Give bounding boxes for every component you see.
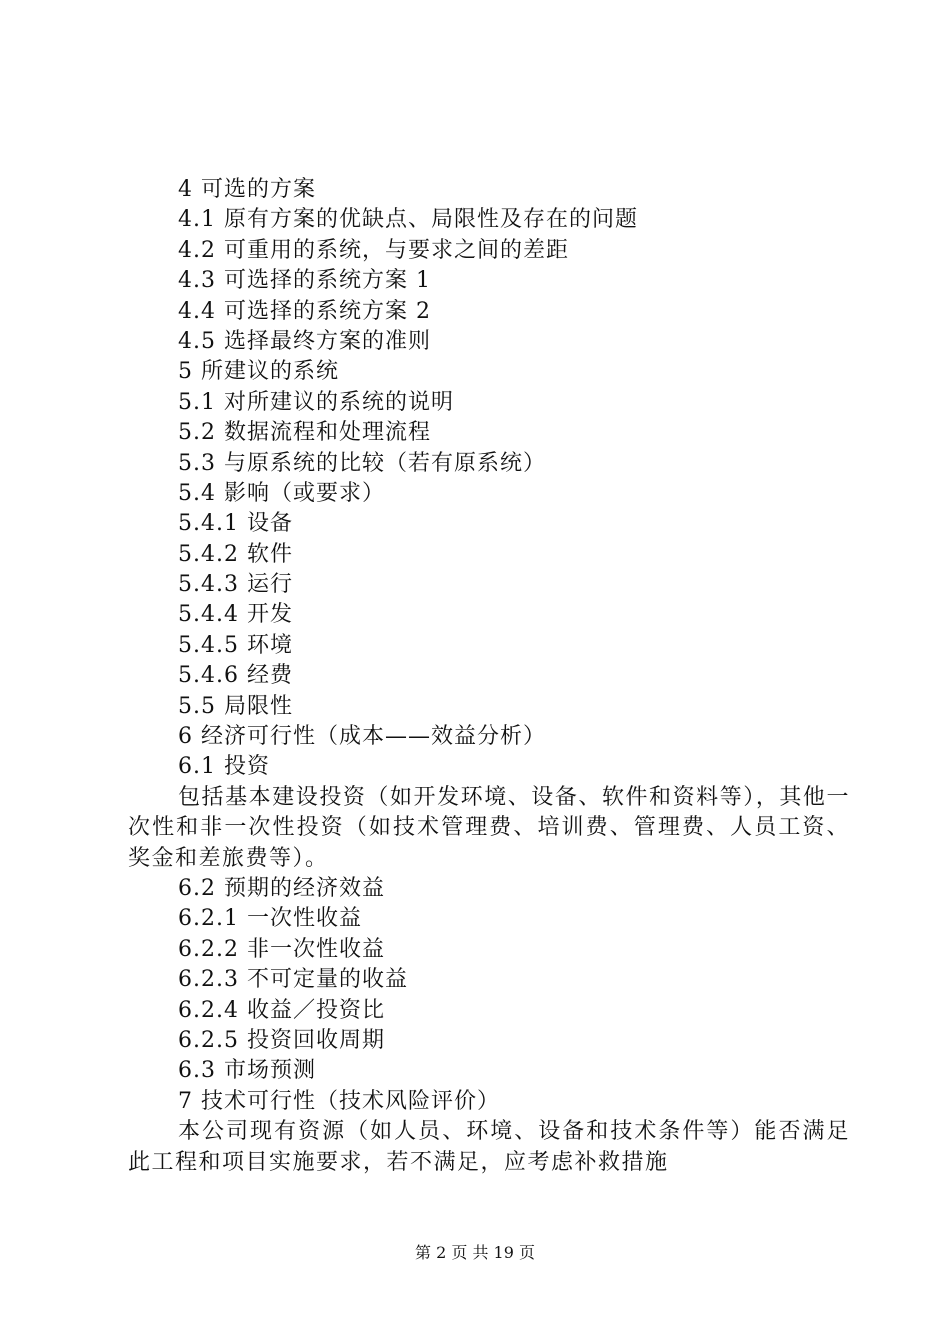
heading-5-4: 5.4 影响（或要求） bbox=[178, 480, 385, 506]
heading-5-4-2: 5.4.2 软件 bbox=[178, 541, 293, 567]
document-body bbox=[128, 175, 858, 1178]
heading-6-2: 6.2 预期的经济效益 bbox=[178, 876, 385, 902]
heading-4-2: 4.2 可重用的系统，与要求之间的差距 bbox=[178, 237, 569, 263]
heading-5-3: 5.3 与原系统的比较（若有原系统） bbox=[178, 450, 546, 476]
heading-5-4-4: 5.4.4 开发 bbox=[178, 602, 293, 628]
heading-5-5: 5.5 局限性 bbox=[178, 693, 293, 719]
heading-6-3: 6.3 市场预测 bbox=[178, 1058, 316, 1084]
heading-4-4: 4.4 可选择的系统方案 2 bbox=[178, 298, 431, 324]
heading-6: 6 经济可行性（成本——效益分析） bbox=[178, 724, 546, 750]
heading-6-2-2: 6.2.2 非一次性收益 bbox=[178, 936, 385, 962]
paragraph-investment: 包括基本建设投资（如开发环境、设备、软件和资料等），其他一次性和非一次性投资（如技术管理费、培训费、管理费、人员工资、奖金和差旅费等）。 bbox=[128, 784, 850, 871]
heading-7: 7 技术可行性（技术风险评价） bbox=[178, 1088, 500, 1114]
paragraph-technical: 本公司现有资源（如人员、环境、设备和技术条件等）能否满足此工程和项目实施要求，若不满足，应考虑补救措施 bbox=[128, 1119, 850, 1175]
heading-6-2-1: 6.2.1 一次性收益 bbox=[178, 906, 362, 932]
heading-5-2: 5.2 数据流程和处理流程 bbox=[178, 420, 431, 446]
heading-6-2-4: 6.2.4 收益／投资比 bbox=[178, 997, 385, 1023]
heading-5-4-1: 5.4.1 设备 bbox=[178, 511, 293, 537]
heading-5-4-5: 5.4.5 环境 bbox=[178, 632, 293, 658]
page-footer: 第 2 页 共 19 页 bbox=[415, 1243, 535, 1262]
heading-4-5: 4.5 选择最终方案的准则 bbox=[178, 328, 431, 354]
heading-5: 5 所建议的系统 bbox=[178, 359, 339, 385]
heading-6-2-5: 6.2.5 投资回收周期 bbox=[178, 1027, 385, 1053]
heading-6-1: 6.1 投资 bbox=[178, 754, 270, 780]
heading-4-3: 4.3 可选择的系统方案 1 bbox=[178, 268, 431, 294]
heading-4: 4 可选的方案 bbox=[178, 177, 316, 202]
heading-5-1: 5.1 对所建议的系统的说明 bbox=[178, 389, 454, 415]
heading-6-2-3: 6.2.3 不可定量的收益 bbox=[178, 967, 408, 993]
heading-5-4-3: 5.4.3 运行 bbox=[178, 572, 293, 598]
heading-4-1: 4.1 原有方案的优缺点、局限性及存在的问题 bbox=[178, 207, 638, 233]
heading-5-4-6: 5.4.6 经费 bbox=[178, 663, 293, 689]
